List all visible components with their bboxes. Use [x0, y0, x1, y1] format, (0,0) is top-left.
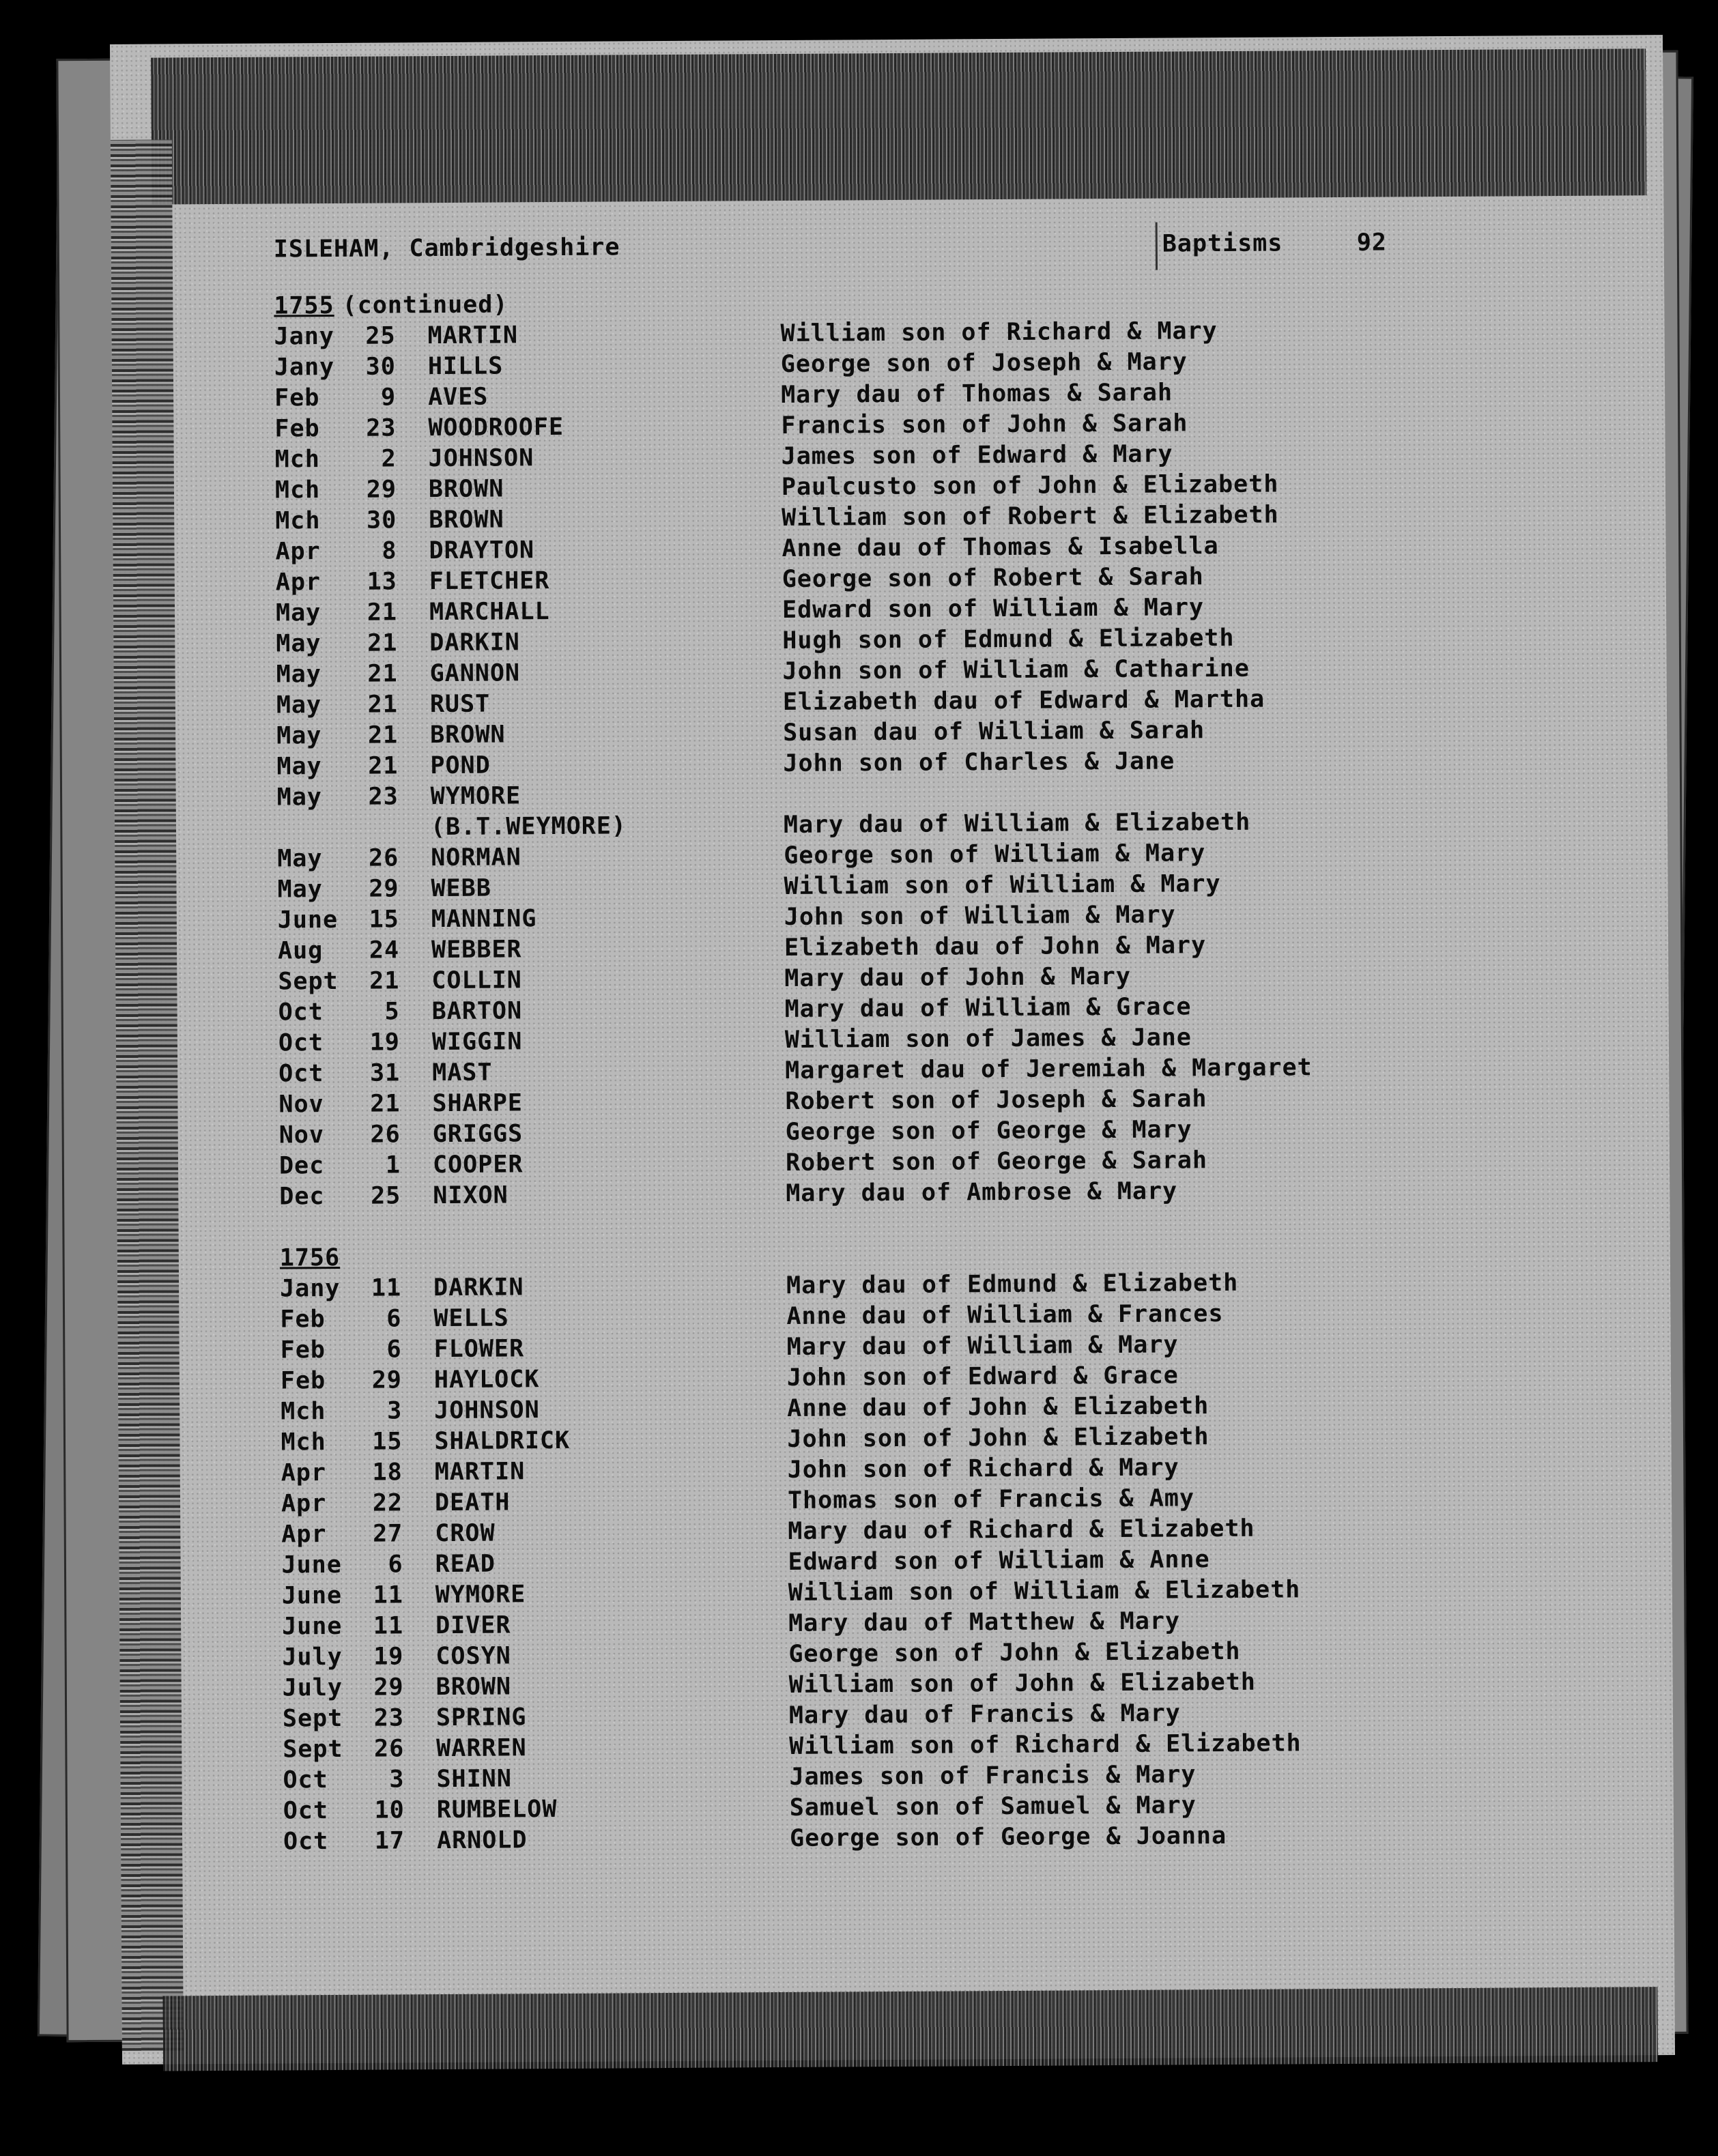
entry-text: William son of Robert & Elizabeth [782, 501, 1279, 532]
entry-text: Samuel son of Samuel & Mary [789, 1792, 1197, 1822]
entry-month: Mch [275, 507, 321, 535]
entry-day: 3 [387, 1397, 403, 1425]
entry-month: Jany [274, 353, 335, 382]
entry-surname: READ [435, 1550, 496, 1579]
entry-text: Mary dau of William & Grace [784, 993, 1192, 1023]
entry-text: John son of John & Elizabeth [787, 1423, 1209, 1453]
entry-surname: COLLIN [431, 966, 522, 995]
entry-text: Anne dau of John & Elizabeth [787, 1392, 1209, 1422]
entry-month: Apr [281, 1459, 327, 1487]
entry-surname: SHINN [436, 1765, 512, 1794]
entry-month: Apr [281, 1490, 327, 1518]
page-title: ISLEHAM, Cambridgeshire [273, 233, 620, 263]
entry-surname: GRIGGS [432, 1120, 524, 1149]
entry-month: Oct [278, 998, 324, 1026]
entry-day: 21 [367, 721, 399, 749]
entry-surname: NORMAN [431, 844, 521, 872]
entry-text: William son of Richard & Mary [780, 317, 1218, 347]
entry-month: Mch [281, 1398, 326, 1426]
entry-text: Hugh son of Edmund & Elizabeth [782, 624, 1235, 655]
entry-day: 29 [371, 1366, 403, 1394]
entry-surname: MARCHALL [429, 598, 550, 627]
entry-month: May [277, 876, 323, 904]
entry-month: June [277, 906, 339, 934]
entry-surname: GANNON [429, 659, 521, 688]
entry-day: 29 [366, 476, 397, 504]
entry-month: May [276, 661, 321, 689]
document-page [110, 35, 1675, 2065]
entry-text: James son of Edward & Mary [781, 440, 1173, 470]
entry-day: 22 [372, 1489, 403, 1517]
entry-day: 11 [373, 1612, 404, 1640]
entry-text: Robert son of Joseph & Sarah [785, 1085, 1207, 1115]
entry-day: 8 [382, 537, 397, 565]
entry-day: 29 [373, 1673, 404, 1701]
entry-surname: SHARPE [432, 1089, 524, 1118]
entry-day: 21 [367, 629, 398, 657]
entry-month: Sept [283, 1735, 343, 1764]
entry-day: 21 [367, 691, 399, 719]
entry-text: Elizabeth dau of Edward & Martha [782, 685, 1265, 716]
entry-day: 23 [373, 1704, 405, 1732]
entry-day: 17 [374, 1827, 405, 1855]
entry-month: Feb [280, 1367, 326, 1395]
entry-surname: WARREN [436, 1734, 527, 1763]
entry-text: George son of George & Mary [785, 1116, 1192, 1146]
entry-surname: WYMORE [430, 782, 521, 811]
year-note: (continued) [342, 291, 509, 319]
entry-surname: HAYLOCK [433, 1366, 540, 1394]
entry-surname: WOODROOFE [428, 413, 564, 442]
entry-text: Mary dau of Ambrose & Mary [786, 1177, 1178, 1207]
entry-month: May [276, 722, 322, 750]
entry-surname: COSYN [435, 1642, 511, 1671]
entry-month: Nov [278, 1091, 324, 1119]
entry-month: Oct [278, 1060, 324, 1088]
entry-day: 6 [386, 1336, 402, 1364]
entry-day: 30 [366, 506, 397, 534]
entry-surname: MANNING [431, 905, 537, 934]
entry-day: 6 [388, 1551, 403, 1579]
entry-text: Anne dau of William & Frances [786, 1300, 1224, 1330]
entry-day: 25 [371, 1182, 401, 1210]
entry-text: Mary dau of Matthew & Mary [788, 1607, 1181, 1637]
entry-day: 9 [380, 384, 397, 412]
entry-surname: BROWN [429, 506, 504, 534]
entry-day: 25 [365, 322, 396, 350]
entry-day: 27 [373, 1520, 403, 1548]
entry-text: Mary dau of Francis & Mary [788, 1699, 1181, 1729]
entry-day: 21 [370, 1090, 401, 1118]
entry-month: Feb [274, 384, 320, 412]
entry-surname: MAST [432, 1059, 493, 1087]
entry-surname: FLOWER [433, 1335, 525, 1364]
entry-surname: RUST [429, 690, 491, 719]
entry-month: Apr [281, 1521, 327, 1549]
entry-day: 6 [386, 1305, 402, 1333]
entry-month: Mch [274, 446, 321, 474]
entry-text: Edward son of William & Mary [782, 594, 1205, 624]
page-number: 92 [1356, 229, 1388, 257]
entry-month: July [282, 1643, 343, 1671]
entry-text: George son of Joseph & Mary [780, 348, 1188, 378]
entry-surname: RUMBELOW [436, 1796, 558, 1824]
entry-surname: BROWN [430, 721, 506, 749]
entry-month: May [277, 845, 323, 873]
entry-month: July [282, 1673, 343, 1702]
entry-day: 21 [368, 752, 399, 780]
entry-surname: DARKIN [429, 629, 520, 657]
entry-day: 11 [371, 1274, 402, 1302]
entry-surname: JOHNSON [434, 1396, 540, 1425]
entry-text: William son of William & Elizabeth [788, 1576, 1301, 1607]
entry-surname: SHALDRICK [434, 1426, 571, 1456]
entry-month: May [275, 599, 321, 627]
entry-month: Apr [275, 569, 321, 597]
entry-text: Susan dau of William & Sarah [783, 717, 1205, 747]
entry-month: Sept [282, 1704, 343, 1733]
entry-surname: WEBB [431, 874, 491, 903]
entry-month: Dec [278, 1152, 325, 1180]
entry-month: Feb [274, 415, 320, 443]
entry-day: 15 [369, 906, 399, 934]
entry-surname: (B.T.WEYMORE) [430, 812, 627, 842]
entry-day: 23 [366, 414, 397, 442]
entry-month: Apr [275, 538, 321, 566]
entry-month: Aug [277, 937, 324, 965]
entry-month: Oct [283, 1828, 329, 1856]
entry-day: 31 [369, 1059, 401, 1087]
entry-surname: MARTIN [434, 1458, 526, 1486]
entry-month: June [282, 1612, 343, 1641]
entry-month: June [281, 1581, 343, 1610]
entry-text: William son of James & Jane [784, 1024, 1192, 1054]
entry-day: 5 [384, 998, 400, 1026]
entry-day: 10 [374, 1796, 405, 1824]
entry-surname: BARTON [431, 997, 523, 1026]
entry-month: Sept [278, 967, 339, 996]
register-content [110, 35, 1675, 2065]
entry-surname: BROWN [435, 1673, 512, 1701]
entry-text: John son of William & Mary [784, 901, 1176, 931]
entry-day: 15 [372, 1428, 403, 1456]
entry-month: Oct [283, 1766, 328, 1794]
entry-month: June [281, 1551, 343, 1579]
entry-day: 23 [368, 783, 399, 811]
entry-text: Mary dau of Richard & Elizabeth [788, 1514, 1255, 1545]
entry-surname: WELLS [433, 1304, 509, 1333]
entry-text: William son of John & Elizabeth [788, 1668, 1257, 1699]
entry-text: Paulcusto son of John & Elizabeth [781, 470, 1279, 501]
entry-text: John son of Edward & Grace [786, 1362, 1179, 1392]
entry-surname: POND [430, 751, 491, 780]
entry-text: Anne dau of Thomas & Isabella [782, 532, 1219, 562]
entry-text: Mary dau of Edmund & Elizabeth [786, 1269, 1239, 1299]
entry-surname: DIVER [435, 1611, 511, 1640]
entry-surname: DRAYTON [429, 536, 535, 565]
entry-surname: HILLS [427, 352, 504, 381]
entry-month: Nov [278, 1121, 325, 1149]
entry-surname: WIGGIN [431, 1028, 523, 1057]
entry-day: 30 [365, 353, 396, 381]
year-heading [274, 291, 508, 319]
entry-text: George son of Robert & Sarah [782, 563, 1204, 593]
entry-surname: ARNOLD [436, 1826, 528, 1855]
entry-day: 26 [373, 1735, 405, 1763]
entry-day: 19 [373, 1643, 404, 1671]
entry-month: Jany [274, 322, 335, 351]
entry-surname: COOPER [432, 1151, 524, 1179]
entry-text: Mary dau of Thomas & Sarah [781, 379, 1173, 409]
entry-month: Mch [274, 476, 321, 504]
entry-day: 26 [368, 844, 399, 872]
entry-surname: FLETCHER [429, 567, 550, 596]
entry-month: May [276, 753, 322, 781]
year-label: 1755 [274, 291, 334, 320]
entry-text: George son of John & Elizabeth [788, 1637, 1241, 1668]
entry-text: Robert son of George & Sarah [785, 1147, 1208, 1177]
entry-month: May [276, 784, 323, 811]
entry-text: John son of Charles & Jane [783, 747, 1175, 777]
entry-day: 21 [367, 660, 398, 688]
entry-text: James son of Francis & Mary [789, 1761, 1197, 1791]
entry-text: Francis son of John & Sarah [781, 409, 1188, 440]
entry-month: Mch [281, 1428, 326, 1456]
entry-text: Mary dau of John & Mary [784, 962, 1132, 992]
entry-month: Feb [280, 1336, 326, 1364]
entry-surname: JOHNSON [428, 444, 534, 473]
entry-surname: AVES [428, 383, 489, 412]
entry-text: Thomas son of Francis & Amy [787, 1484, 1195, 1514]
entry-surname: DEATH [434, 1489, 511, 1517]
entry-text: Margaret dau of Jeremiah & Margaret [785, 1054, 1313, 1084]
entry-surname: NIXON [433, 1181, 509, 1210]
entry-text: George son of William & Mary [784, 839, 1206, 869]
entry-day: 1 [385, 1151, 401, 1179]
section-title: Baptisms [1162, 229, 1283, 258]
entry-text: Elizabeth dau of John & Mary [784, 932, 1207, 962]
entry-month: May [276, 691, 322, 719]
entry-month: Feb [280, 1306, 326, 1334]
entry-surname: BROWN [428, 475, 504, 504]
entry-month: Oct [278, 1029, 324, 1057]
entry-surname: DARKIN [433, 1274, 524, 1302]
entry-day: 29 [369, 875, 399, 903]
year-heading [280, 1244, 349, 1272]
entry-month: Jany [280, 1274, 341, 1303]
entry-day: 19 [369, 1029, 401, 1057]
entry-day: 11 [373, 1581, 403, 1609]
entry-surname: MARTIN [427, 321, 519, 350]
entry-day: 21 [369, 967, 400, 995]
entry-text: John son of Richard & Mary [787, 1454, 1179, 1484]
entry-day: 18 [372, 1458, 403, 1486]
entry-month: Oct [283, 1797, 329, 1825]
entry-surname: WEBBER [431, 936, 522, 964]
entry-surname: WYMORE [435, 1581, 526, 1609]
entry-day: 2 [381, 445, 397, 473]
entry-month: Dec [279, 1183, 325, 1211]
entry-text: Edward son of William & Anne [788, 1546, 1210, 1576]
entry-month: May [276, 630, 321, 658]
entry-surname: SPRING [435, 1704, 527, 1732]
entry-day: 26 [370, 1121, 401, 1149]
entry-text: George son of George & Joanna [789, 1822, 1227, 1852]
entry-text: Mary dau of William & Mary [786, 1331, 1179, 1361]
entry-text: William son of Richard & Elizabeth [789, 1729, 1302, 1760]
entry-surname: CROW [435, 1519, 496, 1548]
entry-text: William son of William & Mary [784, 870, 1221, 900]
entry-text: Mary dau of William & Elizabeth [783, 808, 1251, 839]
entry-day: 13 [367, 568, 397, 596]
entry-day: 21 [367, 599, 398, 627]
entry-day: 3 [389, 1766, 405, 1794]
entry-text: John son of William & Catharine [782, 655, 1250, 685]
year-label: 1756 [279, 1244, 341, 1272]
entry-day: 24 [369, 936, 400, 964]
header-divider [1156, 222, 1158, 270]
